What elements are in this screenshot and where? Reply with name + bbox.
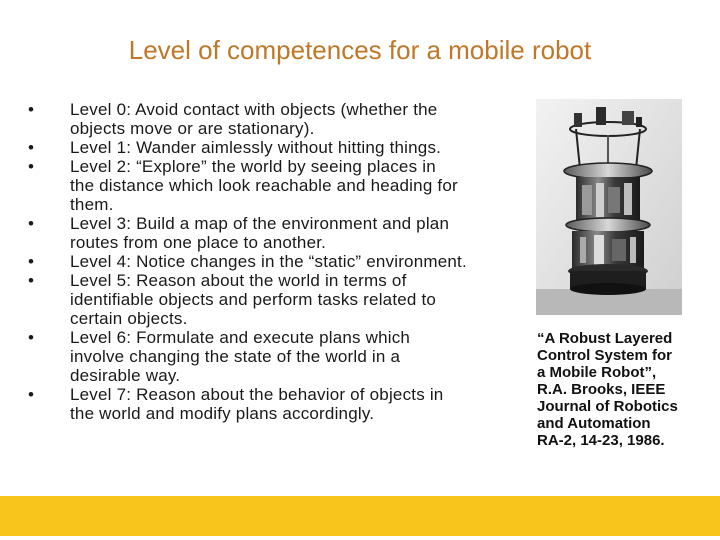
- list-item-line: Level 1: Wander aimlessly without hitting things.: [70, 138, 442, 157]
- list-item-line: the distance which look reachable and heading for: [70, 176, 458, 195]
- bullet-marker: •: [28, 100, 35, 119]
- caption-line: Control System for: [537, 347, 673, 364]
- bullet-marker: •: [28, 214, 35, 233]
- list-item-line: routes from one place to another.: [70, 233, 327, 252]
- list-item-line: Level 7: Reason about the behavior of objects in: [70, 385, 444, 404]
- list-item: [28, 138, 528, 157]
- list-item-line: Level 3: Build a map of the environment and plan: [70, 214, 450, 233]
- list-item: [28, 252, 528, 271]
- slide-title: Level of competences for a mobile robot: [128, 35, 592, 65]
- list-item-line: certain objects.: [70, 309, 188, 328]
- footer-bar: [0, 496, 720, 536]
- list-item: [28, 271, 528, 328]
- list-item-line: Level 6: Formulate and execute plans which: [70, 328, 411, 347]
- list-item-line: Level 5: Reason about the world in terms of: [70, 271, 407, 290]
- list-item-line: desirable way.: [70, 366, 181, 385]
- list-item: [28, 214, 528, 252]
- bullet-marker: •: [28, 328, 35, 347]
- caption-line: “A Robust Layered: [537, 330, 673, 347]
- competence-level-list: [28, 100, 528, 423]
- bullet-marker: •: [28, 385, 35, 404]
- bullet-marker: •: [28, 138, 35, 157]
- caption-line: a Mobile Robot”,: [537, 364, 657, 381]
- list-item-line: Level 4: Notice changes in the “static” environment.: [70, 252, 467, 271]
- list-item: [28, 100, 528, 138]
- list-item-line: identifiable objects and perform tasks related to: [70, 290, 437, 309]
- list-item-line: Level 2: “Explore” the world by seeing places in: [70, 157, 436, 176]
- list-item-line: the world and modify plans accordingly.: [70, 404, 375, 423]
- bullet-marker: •: [28, 252, 35, 271]
- caption-line: and Automation: [537, 415, 651, 432]
- reference-caption: [537, 330, 707, 449]
- list-item-line: them.: [70, 195, 114, 214]
- list-item: [28, 157, 528, 214]
- list-item-line: objects move or are stationary).: [70, 119, 315, 138]
- bullet-marker: •: [28, 157, 35, 176]
- robot-photo: [536, 99, 682, 315]
- caption-line: R.A. Brooks, IEEE: [537, 381, 666, 398]
- bullet-marker: •: [28, 271, 35, 290]
- list-item-line: involve changing the state of the world in a: [70, 347, 401, 366]
- caption-line: Journal of Robotics: [537, 398, 678, 415]
- list-item: [28, 385, 528, 423]
- caption-line: RA-2, 14-23, 1986.: [537, 432, 665, 449]
- list-item: [28, 328, 528, 385]
- list-item-line: Level 0: Avoid contact with objects (whether the: [70, 100, 438, 119]
